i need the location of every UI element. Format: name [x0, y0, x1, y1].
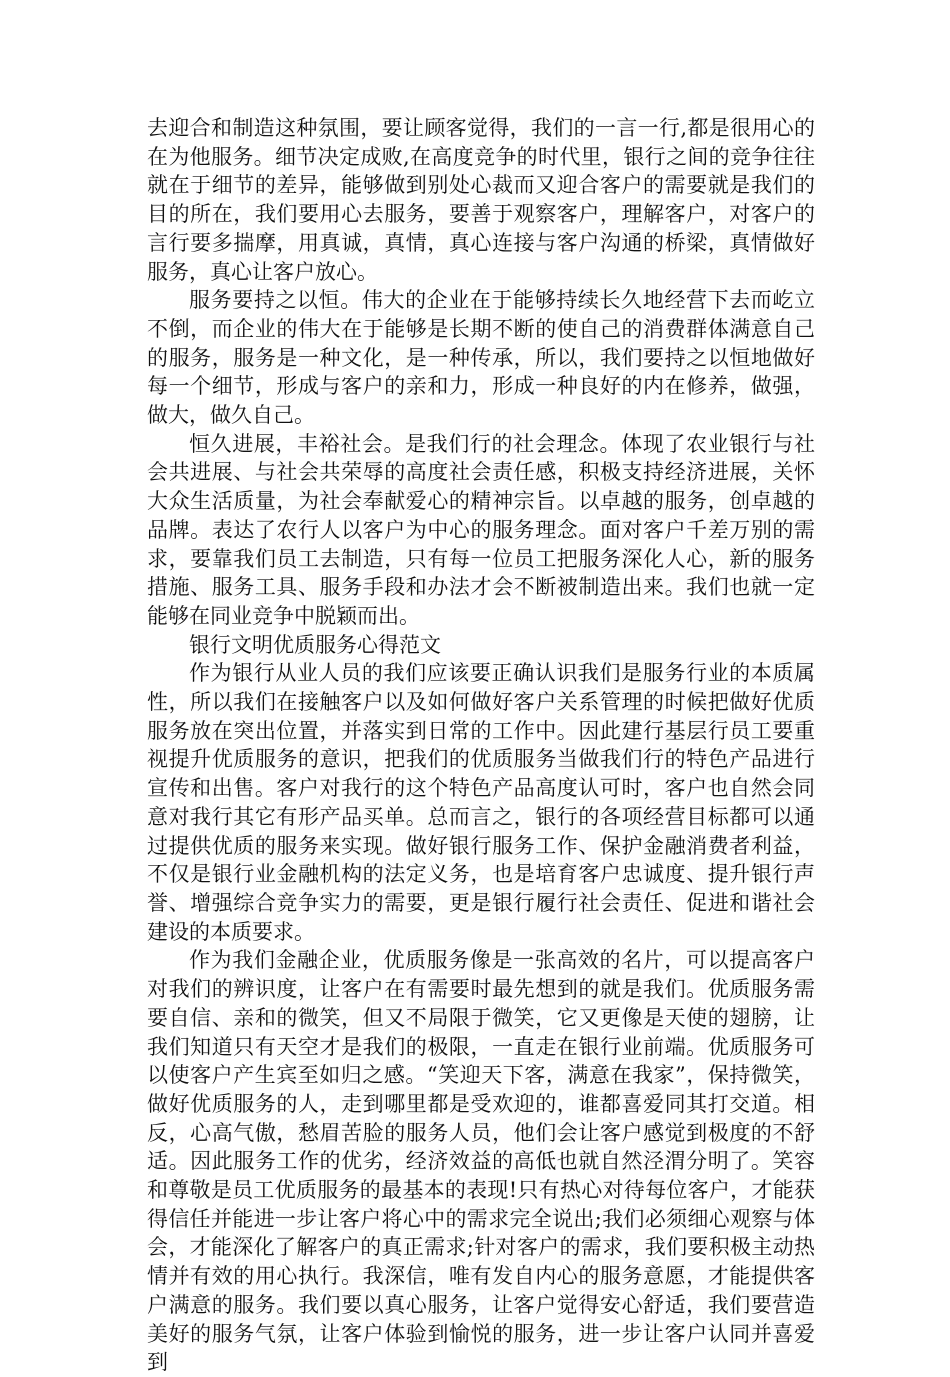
paragraph-5: 作为我们金融企业，优质服务像是一张高效的名片，可以提高客户对我们的辨识度，让客户在有需要时最先想到的就是我们。优质服务需要自信、亲和的微笑，但又不局限于微笑，它又更像是天使的翅膀，让我们知道只有天空才是我们的极限，一直走在银行业前端。优质服务可以使客户产生宾至如归之感。“笑迎天下客，满意在我家”，保持微笑，做好优质服务的人，走到哪里都是受欢迎的，谁都喜爱同其打交道。相反，心高气傲，愁眉苦脸的服务人员，他们会让客户感觉到极度的不舒适。因此服务工作的优劣，经济效益的高低也就自然泾渭分明了。笑容和尊敬是员工优质服务的最基本的表现!只有热心对待每位客户，才能获得信任并能进一步让客户将心中的需求完全说出;我们必须细心观察与体会，才能深化了解客户的真正需求;针对客户的需求，我们要积极主动热情并有效的用心执行。我深信，唯有发自内心的服务意愿，才能提供客户满意的服务。我们要以真心服务，让客户觉得安心舒适，我们要营造美好的服务气氛，让客户体验到愉悦的服务，进一步让客户认同并喜爱到: [147, 948, 815, 1375]
paragraph-3: 恒久进展，丰裕社会。是我们行的社会理念。体现了农业银行与社会共进展、与社会共荣辱的高度社会责任感，积极支持经济进展，关怀大众生活质量，为社会奉献爱心的精神宗旨。以卓越的服务，创卓越的品牌。表达了农行人以客户为中心的服务理念。面对客户千差万别的需求，要靠我们员工去制造，只有每一位员工把服务深化人心，新的服务措施、服务工具、服务手段和办法才会不断被制造出来。我们也就一定能够在同业竞争中脱颖而出。: [147, 431, 815, 628]
paragraph-1: 去迎合和制造这种氛围，要让顾客觉得，我们的一言一行,都是很用心的在为他服务。细节决定成败,在高度竞争的时代里，银行之间的竞争往往就在于细节的差异，能够做到别处心裁而又迎合客户的需要就是我们的目的所在，我们要用心去服务，要善于观察客户，理解客户，对客户的言行要多揣摩，用真诚，真情，真心连接与客户沟通的桥梁，真情做好服务，真心让客户放心。: [147, 116, 815, 284]
paragraph-2: 服务要持之以恒。伟大的企业在于能够持续长久地经营下去而屹立不倒，而企业的伟大在于能够是长期不断的使自己的消费群体满意自己的服务，服务是一种文化，是一种传承，所以，我们要持之以恒地做好每一个细节，形成与客户的亲和力，形成一种良好的内在修养，做强，做大，做久自己。: [147, 288, 815, 428]
paragraph-4: 作为银行从业人员的我们应该要正确认识我们是服务行业的本质属性，所以我们在接触客户以及如何做好客户关系管理的时候把做好优质服务放在突出位置，并落实到日常的工作中。因此建行基层行员工要重视提升优质服务的意识，把我们的优质服务当做我们行的特色产品进行宣传和出售。客户对我行的这个特色产品高度认可时，客户也自然会同意对我行其它有形产品买单。总而言之，银行的各项经营目标都可以通过提供优质的服务来实现。做好银行服务工作、保护金融消费者利益，不仅是银行业金融机构的法定义务，也是培育客户忠诚度、提升银行声誉、增强综合竞争实力的需要，更是银行履行社会责任、促进和谐社会建设的本质要求。: [147, 661, 815, 944]
document-body: [147, 114, 815, 1377]
section-heading: 银行文明优质服务心得范文: [189, 632, 441, 657]
